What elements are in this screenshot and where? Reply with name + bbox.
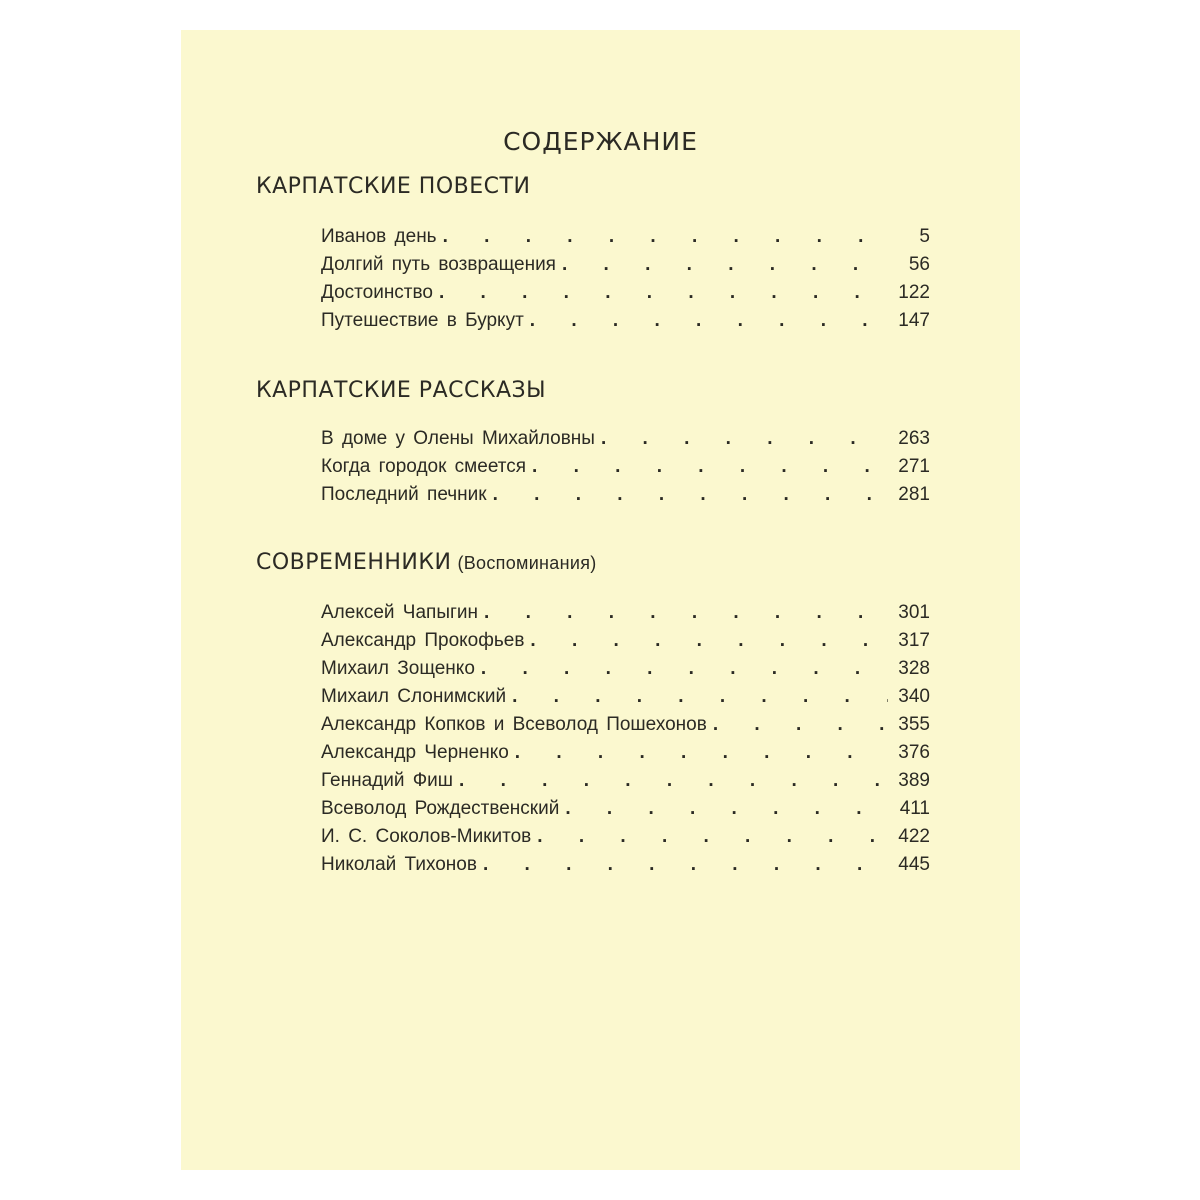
dot-leader: [439, 282, 888, 304]
entry-page-number: 263: [898, 428, 930, 449]
entry-page-number: 317: [898, 630, 930, 651]
entry-page-number: 301: [898, 602, 930, 623]
toc-entry-list: [321, 226, 930, 338]
section-heading-contemporaries: [256, 550, 597, 575]
section-heading-carpathian-stories: [256, 378, 546, 403]
entry-page-number: 271: [898, 456, 930, 477]
entry-title: Александр Копков и Всеволод Пошехонов: [321, 714, 707, 735]
entry-title: Достоинство: [321, 282, 433, 303]
toc-entry: [321, 854, 930, 882]
entry-title: Михаил Зощенко: [321, 658, 475, 679]
entry-page-number: 376: [898, 742, 930, 763]
entry-page-number: 281: [898, 484, 930, 505]
dot-leader: [481, 658, 888, 680]
entry-page-number: 122: [898, 282, 930, 303]
entry-title: Александр Черненко: [321, 742, 509, 763]
dot-leader: [515, 742, 888, 764]
toc-entry: [321, 798, 930, 826]
entry-title: Всеволод Рождественский: [321, 798, 560, 819]
entry-page-number: 328: [898, 658, 930, 679]
toc-entry: [321, 602, 930, 630]
dot-leader: [565, 798, 888, 820]
entry-page-number: 445: [898, 854, 930, 875]
dot-leader: [493, 484, 888, 506]
section-heading-carpathian-novellas: [256, 174, 530, 199]
entry-page-number: 56: [908, 254, 930, 275]
toc-entry: [321, 484, 930, 512]
toc-entry: [321, 630, 930, 658]
dot-leader: [713, 714, 888, 736]
toc-entry: [321, 428, 930, 456]
toc-entry: [321, 456, 930, 484]
entry-title: Когда городок смеется: [321, 456, 527, 477]
entry-page-number: 147: [898, 310, 930, 331]
dot-leader: [459, 770, 888, 792]
entry-title: Путешествие в Буркут: [321, 310, 524, 331]
toc-entry: [321, 658, 930, 686]
toc-entry: [321, 254, 930, 282]
toc-entry: [321, 742, 930, 770]
section-heading-note: (Воспоминания): [457, 553, 597, 573]
entry-title: Михаил Слонимский: [321, 686, 507, 707]
entry-page-number: 422: [898, 826, 930, 847]
toc-entry: [321, 770, 930, 798]
entry-title: Геннадий Фиш: [321, 770, 454, 791]
dot-leader: [601, 428, 888, 450]
entry-title: Последний печник: [321, 484, 487, 505]
dot-leader: [537, 826, 888, 848]
entry-title: Александр Прокофьев: [321, 630, 525, 651]
entry-page-number: 355: [898, 714, 930, 735]
page-title: СОДЕРЖАНИЕ: [503, 126, 698, 156]
dot-leader: [562, 254, 888, 276]
entry-page-number: 411: [899, 798, 930, 819]
entry-title: Николай Тихонов: [321, 854, 477, 875]
toc-entry-list: [321, 602, 930, 882]
entry-title: Алексей Чапыгин: [321, 602, 479, 623]
entry-page-number: 340: [898, 686, 930, 707]
toc-entry-list: [321, 428, 930, 512]
dot-leader: [530, 310, 888, 332]
dot-leader: [530, 630, 888, 652]
toc-entry: [321, 282, 930, 310]
section-heading-text: КАРПАТСКИЕ ПОВЕСТИ: [256, 174, 531, 199]
toc-entry: [321, 826, 930, 854]
entry-title: В доме у Олены Михайловны: [321, 428, 595, 449]
dot-leader: [512, 686, 888, 708]
toc-entry: [321, 686, 930, 714]
entry-title: Долгий путь возвращения: [321, 254, 556, 275]
dot-leader: [532, 456, 888, 478]
dot-leader: [443, 226, 888, 248]
dot-leader: [483, 854, 888, 876]
section-heading-text: СОВРЕМЕННИКИ: [256, 550, 452, 575]
toc-entry: [321, 226, 930, 254]
entry-title: Иванов день: [321, 226, 437, 247]
toc-entry: [321, 310, 930, 338]
entry-title: И. С. Соколов-Микитов: [321, 826, 532, 847]
toc-entry: [321, 714, 930, 742]
dot-leader: [484, 602, 888, 624]
entry-page-number: 5: [919, 226, 930, 247]
book-page: [181, 30, 1020, 1170]
section-heading-text: КАРПАТСКИЕ РАССКАЗЫ: [256, 378, 547, 403]
entry-page-number: 389: [898, 770, 930, 791]
